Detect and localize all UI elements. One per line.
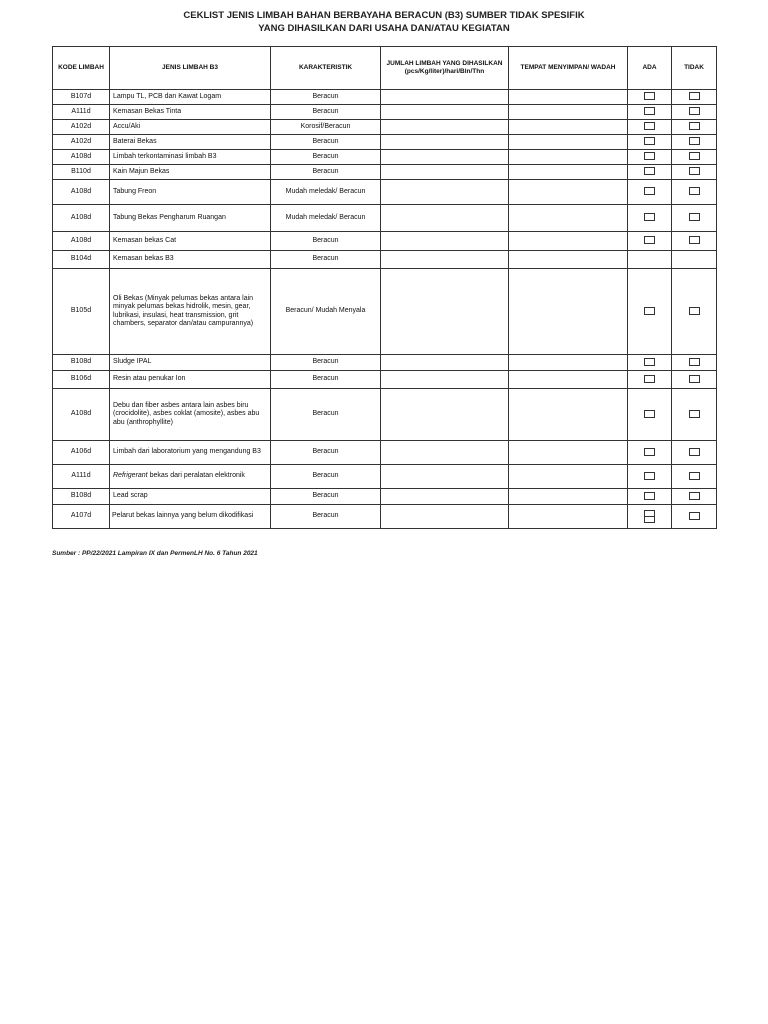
kode-cell: B107d xyxy=(53,90,110,105)
table-row xyxy=(53,505,717,529)
karakteristik-cell: Mudah meledak/ Beracun xyxy=(271,205,381,232)
karakteristik-cell: Beracun xyxy=(271,489,381,505)
jumlah-input[interactable] xyxy=(381,232,509,251)
header-tempat: TEMPAT MENYIMPAN/ WADAH xyxy=(509,47,628,90)
jumlah-input[interactable] xyxy=(381,465,509,489)
tempat-input[interactable] xyxy=(509,489,628,505)
jumlah-input[interactable] xyxy=(381,90,509,105)
ada-checkbox[interactable] xyxy=(644,92,655,100)
karakteristik-cell: Beracun xyxy=(271,135,381,150)
tidak-checkbox[interactable] xyxy=(689,472,700,480)
kode-cell: A108d xyxy=(53,205,110,232)
tempat-input[interactable] xyxy=(509,355,628,371)
jenis-italic-term: Refrigerant xyxy=(113,472,148,480)
tidak-checkbox[interactable] xyxy=(689,92,700,100)
karakteristik-cell: Beracun xyxy=(271,251,381,269)
jenis-rest: bekas dari peralatan elektronik xyxy=(147,472,245,480)
jumlah-input[interactable] xyxy=(381,355,509,371)
karakteristik-cell: Beracun xyxy=(271,441,381,465)
tidak-checkbox[interactable] xyxy=(689,187,700,195)
tidak-checkbox[interactable] xyxy=(689,375,700,383)
karakteristik-cell: Beracun xyxy=(271,465,381,489)
tidak-checkbox[interactable] xyxy=(689,358,700,366)
tidak-checkbox[interactable] xyxy=(689,512,700,520)
jumlah-input[interactable] xyxy=(381,389,509,441)
kode-cell: B108d xyxy=(53,489,110,505)
table-row xyxy=(53,389,717,441)
table-row xyxy=(53,205,717,232)
kode-cell: B110d xyxy=(53,165,110,180)
table-row xyxy=(53,355,717,371)
jumlah-input[interactable] xyxy=(381,180,509,205)
tempat-input[interactable] xyxy=(509,505,628,529)
ada-checkbox[interactable] xyxy=(644,107,655,115)
tidak-checkbox[interactable] xyxy=(689,307,700,315)
karakteristik-cell: Beracun xyxy=(271,105,381,120)
header-karakteristik: KARAKTERISTIK xyxy=(271,47,381,90)
jenis-cell: Oli Bekas (Minyak pelumas bekas antara lain minyak pelumas bekas hidrolik, mesin, gear, lubrikasi, insulasi, heat transmission, grit chambers, separator dan/atau campurannya) xyxy=(110,269,271,355)
page-title xyxy=(0,9,768,35)
tempat-input[interactable] xyxy=(509,90,628,105)
karakteristik-cell: Beracun xyxy=(271,355,381,371)
tidak-checkbox[interactable] xyxy=(689,107,700,115)
kode-cell: A106d xyxy=(53,441,110,465)
ada-checkbox[interactable] xyxy=(644,152,655,160)
header-row xyxy=(53,47,717,90)
kode-cell: A108d xyxy=(53,389,110,441)
ada-checkbox[interactable] xyxy=(644,410,655,418)
table-row xyxy=(53,165,717,180)
tidak-checkbox[interactable] xyxy=(689,213,700,221)
jumlah-input[interactable] xyxy=(381,120,509,135)
kode-cell: A111d xyxy=(53,105,110,120)
kode-cell: B105d xyxy=(53,269,110,355)
jumlah-input[interactable] xyxy=(381,205,509,232)
table-row xyxy=(53,150,717,165)
karakteristik-cell: Beracun xyxy=(271,389,381,441)
kode-cell: A108d xyxy=(53,150,110,165)
jenis-cell: Baterai Bekas xyxy=(110,135,271,150)
tempat-input[interactable] xyxy=(509,205,628,232)
jenis-cell: Pelarut bekas lainnya yang belum dikodifikasi xyxy=(110,505,271,529)
tidak-checkbox[interactable] xyxy=(689,152,700,160)
header-tidak: TIDAK xyxy=(672,47,717,90)
tempat-input[interactable] xyxy=(509,150,628,165)
table-row xyxy=(53,251,717,269)
header-jumlah: JUMLAH LIMBAH YANG DIHASILKAN (pcs/Kg/liter)/hari/Bln/Thn xyxy=(381,47,509,90)
ada-checkbox[interactable] xyxy=(644,236,655,244)
header-jenis: JENIS LIMBAH B3 xyxy=(110,47,271,90)
karakteristik-cell: Korosif/Beracun xyxy=(271,120,381,135)
title-line-2: YANG DIHASILKAN DARI USAHA DAN/ATAU KEGIATAN xyxy=(258,23,510,34)
jenis-cell xyxy=(110,465,271,489)
jumlah-input[interactable] xyxy=(381,489,509,505)
tempat-input[interactable] xyxy=(509,135,628,150)
table-row xyxy=(53,120,717,135)
table-row xyxy=(53,465,717,489)
karakteristik-cell: Beracun xyxy=(271,165,381,180)
jenis-cell: Resin atau penukar Ion xyxy=(110,371,271,389)
jenis-cell: Debu dan fiber asbes antara lain asbes biru (crocidolite), asbes coklat (amosite), asbes abu abu (anthrophyllite) xyxy=(110,389,271,441)
ada-checkbox[interactable] xyxy=(644,213,655,221)
ada-checkbox[interactable] xyxy=(644,375,655,383)
table-row xyxy=(53,489,717,505)
kode-cell: A108d xyxy=(53,180,110,205)
kode-cell: A108d xyxy=(53,232,110,251)
tempat-input[interactable] xyxy=(509,269,628,355)
karakteristik-cell: Beracun/ Mudah Menyala xyxy=(271,269,381,355)
tidak-checkbox[interactable] xyxy=(689,410,700,418)
ada-checkbox[interactable] xyxy=(644,122,655,130)
ada-checkbox[interactable] xyxy=(644,167,655,175)
ada-checkbox[interactable] xyxy=(644,510,655,523)
kode-cell: A107d xyxy=(53,505,110,529)
title-line-1: CEKLIST JENIS LIMBAH BAHAN BERBAYAHA BERACUN (B3) SUMBER TIDAK SPESIFIK xyxy=(183,10,585,21)
tempat-input[interactable] xyxy=(509,105,628,120)
table-row xyxy=(53,180,717,205)
karakteristik-cell: Beracun xyxy=(271,371,381,389)
jenis-cell: Tabung Freon xyxy=(110,180,271,205)
jenis-cell: Lampu TL, PCB dan Kawat Logam xyxy=(110,90,271,105)
jenis-cell: Sludge IPAL xyxy=(110,355,271,371)
jenis-cell: Limbah dari laboratorium yang mengandung B3 xyxy=(110,441,271,465)
tidak-checkbox[interactable] xyxy=(689,492,700,500)
table-row xyxy=(53,105,717,120)
kode-cell: B106d xyxy=(53,371,110,389)
table-row xyxy=(53,90,717,105)
tempat-input[interactable] xyxy=(509,441,628,465)
header-kode: KODE LIMBAH xyxy=(53,47,110,90)
jenis-cell: Kemasan Bekas Tinta xyxy=(110,105,271,120)
jenis-cell: Lead scrap xyxy=(110,489,271,505)
header-ada: ADA xyxy=(628,47,672,90)
karakteristik-cell: Beracun xyxy=(271,505,381,529)
table-row xyxy=(53,269,717,355)
ada-cell-empty xyxy=(628,251,672,269)
jenis-cell: Tabung Bekas Pengharum Ruangan xyxy=(110,205,271,232)
tempat-input[interactable] xyxy=(509,465,628,489)
karakteristik-cell: Beracun xyxy=(271,90,381,105)
tempat-input[interactable] xyxy=(509,165,628,180)
jumlah-input[interactable] xyxy=(381,135,509,150)
ada-checkbox[interactable] xyxy=(644,492,655,500)
tempat-input[interactable] xyxy=(509,251,628,269)
jumlah-input[interactable] xyxy=(381,150,509,165)
kode-cell: B108d xyxy=(53,355,110,371)
jumlah-input[interactable] xyxy=(381,269,509,355)
checklist-table xyxy=(52,46,717,529)
tempat-input[interactable] xyxy=(509,232,628,251)
jenis-cell: Limbah terkontaminasi limbah B3 xyxy=(110,150,271,165)
jenis-cell: Accu/Aki xyxy=(110,120,271,135)
tidak-checkbox[interactable] xyxy=(689,236,700,244)
jumlah-input[interactable] xyxy=(381,165,509,180)
ada-checkbox[interactable] xyxy=(644,307,655,315)
tempat-input[interactable] xyxy=(509,389,628,441)
tempat-input[interactable] xyxy=(509,371,628,389)
jumlah-input[interactable] xyxy=(381,251,509,269)
karakteristik-cell: Mudah meledak/ Beracun xyxy=(271,180,381,205)
tempat-input[interactable] xyxy=(509,120,628,135)
jenis-cell: Kemasan bekas Cat xyxy=(110,232,271,251)
table-row xyxy=(53,232,717,251)
ada-checkbox[interactable] xyxy=(644,472,655,480)
ada-checkbox[interactable] xyxy=(644,358,655,366)
table-row xyxy=(53,371,717,389)
tidak-checkbox[interactable] xyxy=(689,122,700,130)
source-note: Sumber : PP/22/2021 Lampiran IX dan PermenLH No. 6 Tahun 2021 xyxy=(52,550,258,557)
jenis-cell: Kemasan bekas B3 xyxy=(110,251,271,269)
kode-cell: A102d xyxy=(53,120,110,135)
ada-checkbox[interactable] xyxy=(644,187,655,195)
tempat-input[interactable] xyxy=(509,180,628,205)
jumlah-input[interactable] xyxy=(381,441,509,465)
tidak-checkbox[interactable] xyxy=(689,167,700,175)
tidak-checkbox[interactable] xyxy=(689,448,700,456)
table-row xyxy=(53,441,717,465)
jumlah-input[interactable] xyxy=(381,505,509,529)
karakteristik-cell: Beracun xyxy=(271,232,381,251)
ada-checkbox[interactable] xyxy=(644,448,655,456)
tidak-cell-empty xyxy=(672,251,717,269)
table-row xyxy=(53,135,717,150)
tidak-checkbox[interactable] xyxy=(689,137,700,145)
karakteristik-cell: Beracun xyxy=(271,150,381,165)
kode-cell: B104d xyxy=(53,251,110,269)
jumlah-input[interactable] xyxy=(381,105,509,120)
ada-checkbox[interactable] xyxy=(644,137,655,145)
jumlah-input[interactable] xyxy=(381,371,509,389)
jenis-cell: Kain Majun Bekas xyxy=(110,165,271,180)
kode-cell: A102d xyxy=(53,135,110,150)
kode-cell: A111d xyxy=(53,465,110,489)
